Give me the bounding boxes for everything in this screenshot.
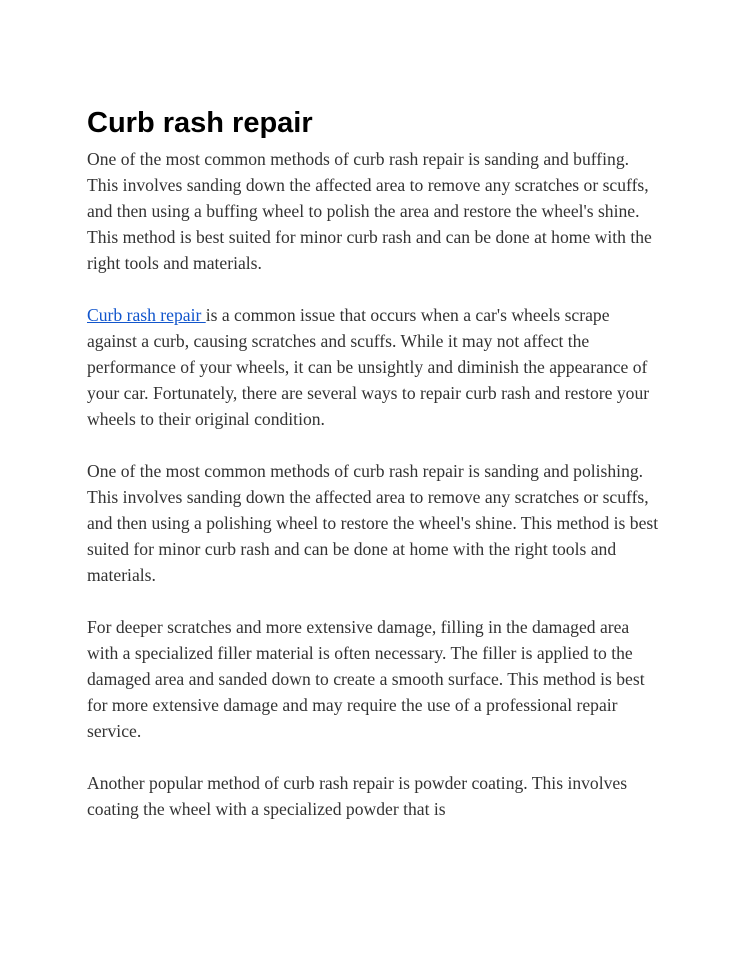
paragraph-4 bbox=[87, 614, 662, 744]
paragraph-4-text: For deeper scratches and more extensive damage, filling in the damaged area with a specialized filler material is often necessary. The filler is applied to the damaged area and sanded down to create a smooth surface. This method is best for more extensive damage and may require the use of a professional repair service. bbox=[87, 617, 645, 741]
document-page bbox=[87, 104, 662, 848]
paragraph-2-text: is a common issue that occurs when a car's wheels scrape against a curb, causing scratches and scuffs. While it may not affect the performance of your wheels, it can be unsightly and diminish the appearance of your car. Fortunately, there are several ways to repair curb rash and restore your wheels to their original condition. bbox=[87, 305, 650, 429]
paragraph-2 bbox=[87, 302, 662, 432]
paragraph-5 bbox=[87, 770, 662, 822]
paragraph-3 bbox=[87, 458, 662, 588]
paragraph-3-text: One of the most common methods of curb rash repair is sanding and polishing. This involves sanding down the affected area to remove any scratches or scuffs, and then using a polishing wheel to restore the wheel's shine. This method is best suited for minor curb rash and can be done at home with the right tools and materials. bbox=[87, 461, 659, 585]
paragraph-1-text: One of the most common methods of curb rash repair is sanding and buffing. This involves sanding down the affected area to remove any scratches or scuffs, and then using a buffing wheel to polish the area and restore the wheel's shine. This method is best suited for minor curb rash and can be done at home with the right tools and materials. bbox=[87, 149, 652, 273]
curb-rash-repair-link[interactable]: Curb rash repair bbox=[87, 305, 206, 325]
paragraph-5-text: Another popular method of curb rash repair is powder coating. This involves coating the wheel with a specialized powder that is bbox=[87, 773, 628, 819]
page-title: Curb rash repair bbox=[87, 107, 313, 139]
paragraph-1 bbox=[87, 146, 662, 276]
